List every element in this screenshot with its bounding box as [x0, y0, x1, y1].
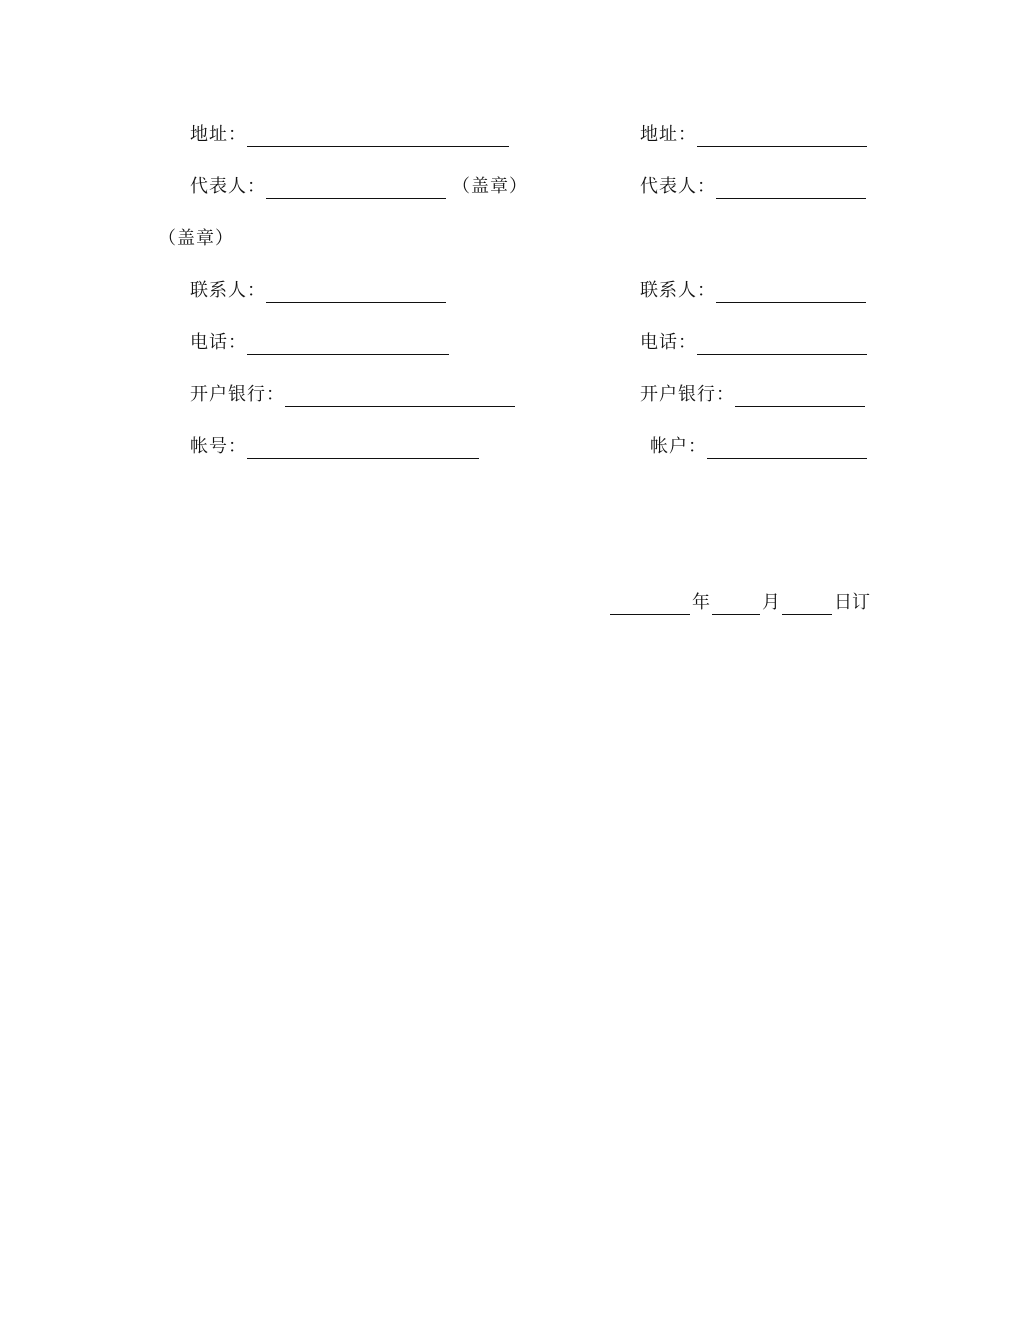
day-label: 日订	[834, 592, 870, 613]
party-b-account-field[interactable]	[707, 438, 867, 459]
party-b-phone-label: 电话：	[640, 332, 697, 353]
month-field[interactable]	[712, 594, 760, 615]
party-a-bank-row	[190, 378, 515, 408]
party-b-contact-field[interactable]	[716, 282, 866, 303]
party-b-bank-row	[640, 378, 865, 408]
party-a-contact-label: 联系人：	[190, 280, 266, 301]
party-b-phone-row	[640, 326, 867, 356]
party-a-representative-label: 代表人：	[190, 176, 266, 197]
party-a-phone-label: 电话：	[190, 332, 247, 353]
party-a-bank-label: 开户银行：	[190, 384, 285, 405]
party-a-address-label: 地址：	[190, 124, 247, 145]
party-b-representative-field[interactable]	[716, 178, 866, 199]
day-field[interactable]	[782, 594, 832, 615]
year-label: 年	[692, 592, 710, 613]
party-a-phone-row	[190, 326, 449, 356]
month-label: 月	[762, 592, 780, 613]
party-a-phone-field[interactable]	[247, 334, 449, 355]
party-b-bank-field[interactable]	[735, 386, 865, 407]
year-field[interactable]	[610, 594, 690, 615]
party-a-representative-row	[190, 170, 528, 200]
party-b-address-field[interactable]	[697, 126, 867, 147]
party-a-account-field[interactable]	[247, 438, 479, 459]
party-a-contact-row	[190, 274, 446, 304]
party-a-account-label: 帐号：	[190, 436, 247, 457]
party-b-contact-label: 联系人：	[640, 280, 716, 301]
party-a-contact-field[interactable]	[266, 282, 446, 303]
party-a-address-field[interactable]	[247, 126, 509, 147]
party-b-representative-label: 代表人：	[640, 176, 716, 197]
party-a-seal-note: （盖章）	[452, 176, 528, 197]
party-b-bank-label: 开户银行：	[640, 384, 735, 405]
party-a-account-row	[190, 430, 479, 460]
party-b-representative-row	[640, 170, 866, 200]
party-b-contact-row	[640, 274, 866, 304]
party-b-address-label: 地址：	[640, 124, 697, 145]
party-b-phone-field[interactable]	[697, 334, 867, 355]
signing-date-row	[610, 586, 872, 616]
party-b-account-label: 帐户：	[650, 436, 707, 457]
party-a-address-row	[190, 118, 509, 148]
party-a-representative-field[interactable]	[266, 178, 446, 199]
party-b-address-row	[640, 118, 867, 148]
party-b-account-row	[650, 430, 867, 460]
party-a-bank-field[interactable]	[285, 386, 515, 407]
party-b-seal-row	[158, 222, 234, 252]
party-b-seal-note: （盖章）	[158, 228, 234, 249]
